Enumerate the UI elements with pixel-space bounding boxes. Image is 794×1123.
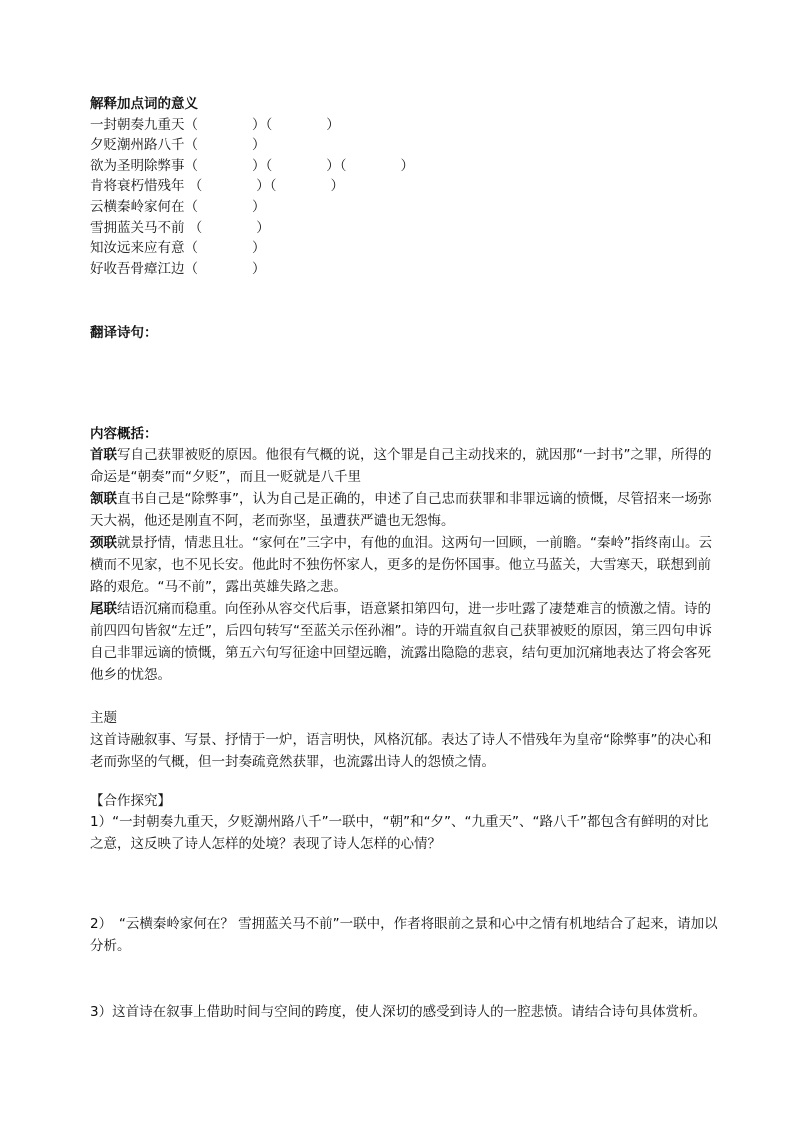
summary-lead-1: 首联 bbox=[90, 447, 117, 464]
summary-heading: 内容概括： bbox=[90, 425, 158, 442]
summary-text-3: 就景抒情，情悲且壮。“家何在”三字中，有他的血泪。这两句一回顾，一前瞻。“秦岭”指终南山。云横而不见家，也不见长安。他此时不独伤怀家人，更多的是伤怀国事。他立马蓝关，大雪寒天，联想到前路的艰危。“马不前”，露出英雄失路之悲。 bbox=[90, 535, 712, 596]
summary-text-1: 写自己获罪被贬的原因。他很有气概的说，这个罪是自己主动找来的，就因那“一封书”之罪，所得的命运是“朝奏”而“夕贬”，而且一贬就是八千里 bbox=[90, 447, 712, 486]
summary-lead-3: 颈联 bbox=[90, 535, 117, 552]
vocab-section bbox=[90, 94, 720, 279]
vocab-item-7: 知汝远来应有意（ ） bbox=[90, 240, 266, 257]
explore-section bbox=[90, 791, 720, 1024]
summary-lead-4: 尾联 bbox=[90, 601, 117, 618]
vocab-heading: 解释加点词的意义 bbox=[90, 96, 198, 112]
summary-text-4: 结语沉痛而稳重。向侄孙从容交代后事，语意紧扣第四句，进一步吐露了凄楚难言的愤激之情。诗的前四四句皆叙“左迁”，后四句转写“至蓝关示侄孙湘”。诗的开端直叙自己获罪被贬的原因，第三四句申诉自己非罪远谪的愤慨，第五六句写征途中回望远瞻，流露出隐隐的悲哀，结句更加沉痛地表达了将会客死他乡的忧怨。 bbox=[90, 601, 712, 684]
vocab-item-2: 夕贬潮州路八千（ ） bbox=[90, 137, 266, 154]
summary-section bbox=[90, 424, 720, 687]
summary-paragraph-3 bbox=[90, 532, 720, 598]
summary-paragraph-4 bbox=[90, 598, 720, 686]
vocab-item-8: 好收吾骨瘴江边（ ） bbox=[90, 260, 266, 277]
summary-text-2: 直书自己是“除弊事”，认为自己是正确的，申述了自己忠而获罪和非罪远谪的愤慨，尽管招来一场弥天大祸，他还是刚直不阿，老而弥坚，虽遭获严谴也无怨悔。 bbox=[90, 491, 712, 530]
vocab-item-4: 肯将衰朽惜残年 （ ）（ ） bbox=[90, 178, 345, 195]
vocab-item-5: 云横秦岭家何在（ ） bbox=[90, 198, 266, 215]
theme-heading: 主题 bbox=[90, 710, 117, 727]
vocab-item-1: 一封朝奏九重天（ ）（ ） bbox=[90, 116, 340, 133]
explore-question-3: 3）这首诗在叙事上借助时间与空间的跨度，使人深切的感受到诗人的一腔悲愤。请结合诗句具体赏析。 bbox=[90, 1004, 707, 1021]
translate-heading: 翻译诗句： bbox=[90, 325, 158, 342]
explore-question-1: 1）“一封朝奏九重天，夕贬潮州路八千”一联中，“朝”和“夕”、“九重天”、“路八千”都包含有鲜明的对比之意，这反映了诗人怎样的处境？表现了诗人怎样的心情？ bbox=[90, 814, 709, 853]
summary-paragraph-2 bbox=[90, 488, 720, 532]
explore-heading: 【合作探究】 bbox=[90, 792, 171, 809]
vocab-item-3: 欲为圣明除弊事（ ）（ ）（ ） bbox=[90, 157, 414, 174]
theme-section bbox=[90, 708, 720, 773]
summary-lead-2: 颔联 bbox=[90, 491, 117, 508]
summary-paragraph-1 bbox=[90, 444, 720, 488]
document-page bbox=[90, 94, 720, 1023]
explore-question-2: 2） “云横秦岭家何在？ 雪拥蓝关马不前”一联中，作者将眼前之景和心中之情有机地结合了起来，请加以分析。 bbox=[90, 916, 718, 955]
theme-text: 这首诗融叙事、写景、抒情于一炉，语言明快，风格沉郁。表达了诗人不惜残年为皇帝“除弊事”的决心和老而弥坚的气概，但一封奏疏竟然获罪，也流露出诗人的怨愤之情。 bbox=[90, 731, 712, 770]
vocab-item-6: 雪拥蓝关马不前 （ ） bbox=[90, 219, 270, 236]
